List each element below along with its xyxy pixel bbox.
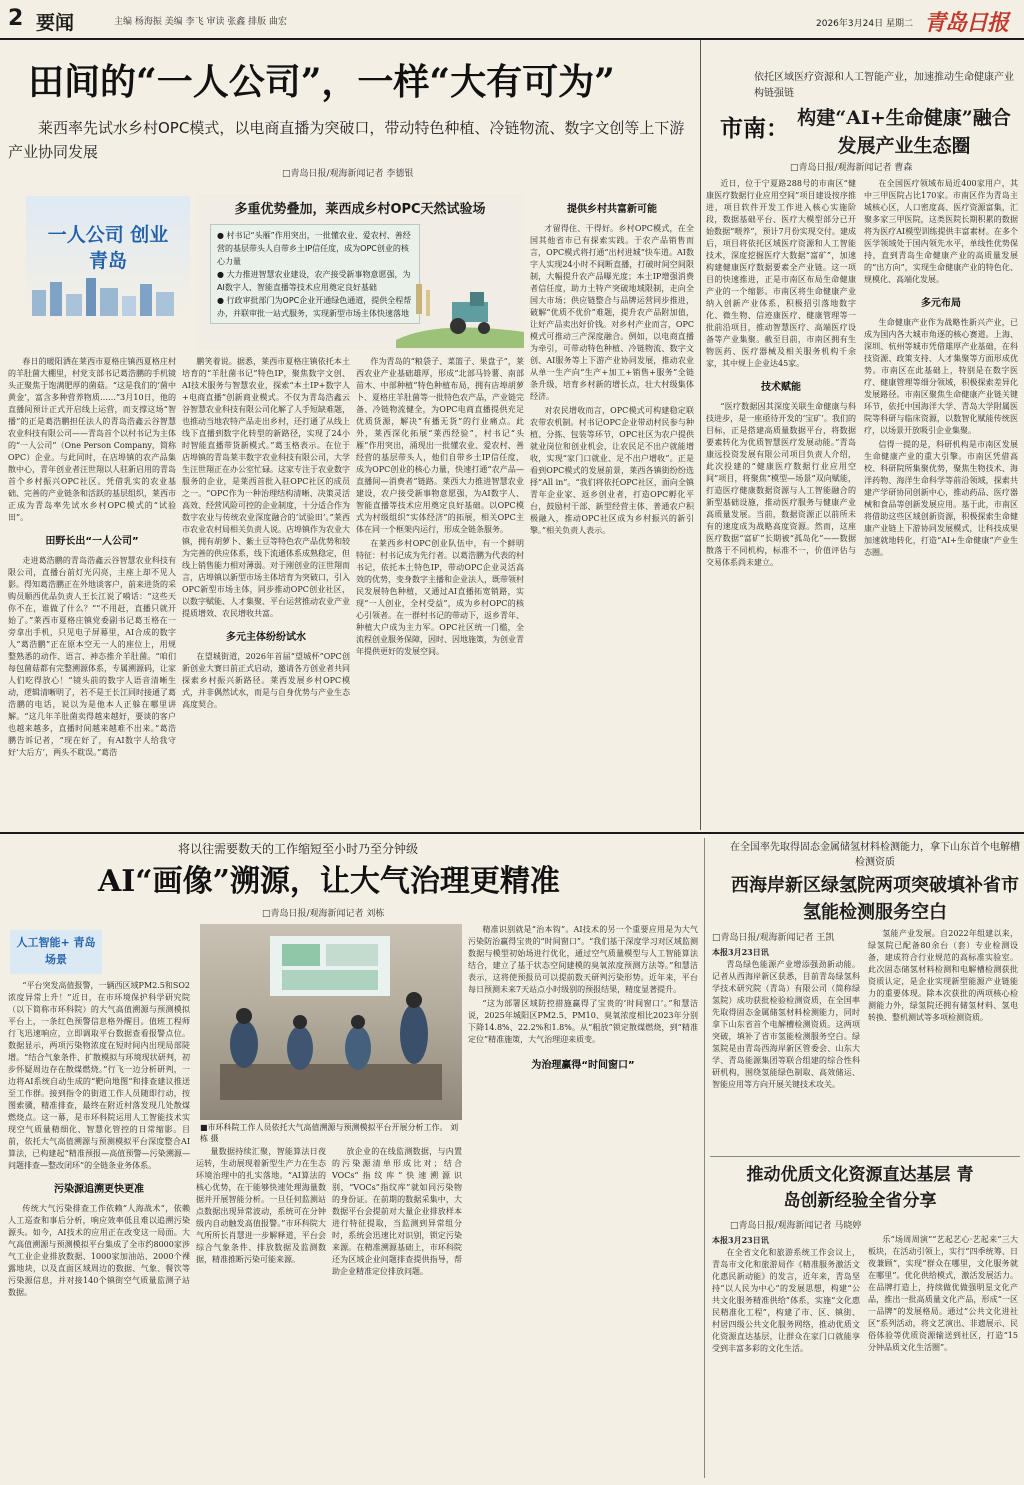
body-paragraph: 传统大气污染排查工作依赖“人海战术”，依赖人工巡查和事后分析，响应效率低且难以追溯污染源头。如今，AI技术的应用正在改变这一局面。大气高值溯源与预测模拟平台集成了全市约8000家涉气工业企业排放数据、1000家加油站、2000个裸露地块，以及直面区域周边的数据、气象、餐饮等污染源信息，并对接140个镇街空气质量监测子站数据。 bbox=[8, 1204, 190, 1297]
body-paragraph: 走进葛浩鹏的青岛浩鑫云谷智慧农业科技有限公司，直播台前灯光闪亮，主座上却不见人影。得知葛浩鹏正在外地谈客户，前来进货的采购员顺西优品负责人王长江说了嗬话：“这些天你不在，谁做了什么？”“不用赶，直播只就开始了。”莱西市夏格庄镇党委副书记葛玉格在一旁拿出手机，只见电子屏幕里，AI合成的数字人“葛浩鹏”正在原本空无一人的座位上，用规整熟悉的动作、语言、神态推介羊肚菌。“咱们每包菌菇都有完整溯源体系，专属溯源码，让家人们吃得放心！”镜头前的数字人语音清晰生动，逻辑清晰明了，若不是王长江同时接通了葛浩鹏的电话，说以为是他本人正躲在哪里讲解。“这几年羊肚菌卖得越来越好，要谈的客户也越来越多，直播时间越来越难不出来。”葛浩鹏告诉记者，“现在好了，有AI数字人给我守好‘大后方’，两头不耽误。”葛浩 bbox=[8, 556, 176, 757]
column-divider bbox=[700, 40, 701, 830]
subhead: 提供乡村共富新可能 bbox=[567, 204, 657, 215]
article1-deck: 莱西率先试水乡村OPC模式，以电商直播为突破口，带动特色种植、冷链物流、数字文创等上下游产业协同发展 bbox=[8, 119, 685, 161]
infobox-item: ● 大力推进智慧农业建设，农产接受新事物意愿强，为AI数字人、智能直播等技术应用奠定良好基础 bbox=[217, 270, 411, 292]
body-paragraph: “这为部署区域防控措施赢得了宝贵的‘时间窗口’。”和慧洁说，2025年城阳区PM2.5、PM10、臭氧浓度相比2023年分别下降14.8%、22.2%和1.8%。从“粗放”锁定散煤燃烧，到“精准定位”精准施策，大气治理迎来质变。 bbox=[468, 999, 698, 1044]
infobox-list bbox=[210, 224, 420, 324]
article4-column-2 bbox=[868, 928, 1018, 1152]
article5-byline: □青岛日报/观海新闻记者 马晓婷 bbox=[730, 1221, 862, 1231]
article1-byline: □青岛日报/观海新闻记者 李德银 bbox=[282, 169, 414, 179]
column-divider bbox=[704, 838, 705, 1478]
body-paragraph: 青岛绿色能源产业增添强劲新动能。记者从西海岸新区获悉，目前青岛绿氢科学技术研究院（青岛）有限公司（简称绿氢院）成功获批检验检测资质，在全国率先取得固态金属储氢材料检测能力，同时拿下山东省首个电解槽检测资质。这两项突破，填补了省市氢能检测服务空白。绿氢院是由青岛西海岸新区管委会、山东大学、青岛能源集团等联合组建的综合性科研机构，围绕氢能绿色制取、高效储运、智能应用等方向开展关键技术攻关。 bbox=[712, 960, 860, 1089]
article3-kicker: 将以往需要数天的工作缩短至小时乃至分钟级 bbox=[178, 842, 419, 856]
subhead: 为治理赢得“时间窗口” bbox=[531, 1060, 635, 1071]
infobox bbox=[196, 194, 524, 350]
body-paragraph: 作为青岛的“粮袋子、菜篮子、果盘子”，莱西农业产业基础雄厚，形成“北部马铃薯、南部苗木、中部种植”特色种植布局，拥有店埠胡萝卜、夏格庄羊肚菌等一批特色农产品，产业链完备、冷链物流健全，为OPC电商直播提供充足优质货源，解决“有播无货”的行业痛点。此外，莱西深化拓展“莱西经验”，村书记“头雁”作用突出，涌现出一批懂农业、爱农村、善经营的基层带头人，他们自带乡土IP信任度，成为OPC创业的核心力量，快速打通“农产品—直播间—消费者”链路。莱西大力推进智慧农业建设，农户接受新事物意愿强，为AI数字人、智能直播等技术应用奠定良好基础。以OPC模式为村级组织“实体经济”的拓展，相关OPC主体在同一个框架内运行，形成全链条服务。 bbox=[356, 357, 524, 534]
article2-title-prefix: 市南： bbox=[720, 115, 789, 142]
article2-byline: □青岛日报/观海新闻记者 曹森 bbox=[790, 163, 913, 173]
article3-column-4 bbox=[468, 924, 698, 1480]
body-paragraph: 在全省文化和旅游系统工作会议上，青岛市文化和旅游局作《精准服务激活文化惠民新动能》的发言，近年来，青岛坚持“以人民为中心”的发展思想，构建“公共文化服务精准供给”体系，实施“文化惠民精准化工程”，构建了市、区、镇街、村居四级公共文化服务网络，推动优质文化资源直达基层，让群众在家门口就能享受到丰富多彩的文化生活。 bbox=[712, 1248, 860, 1353]
article4-kicker: 在全国率先取得固态金属储氢材料检测能力，拿下山东首个电解槽检测资质 bbox=[730, 842, 1020, 868]
infobox-title: 多重优势叠加，莱西成乡村OPC天然试验场 bbox=[234, 202, 486, 217]
brand-graphic bbox=[10, 930, 102, 974]
page-masthead bbox=[0, 0, 1024, 40]
article3-column-3 bbox=[332, 1146, 462, 1480]
city-skyline-icon bbox=[26, 276, 190, 316]
article2-column-2 bbox=[864, 178, 1018, 826]
body-paragraph: 在莱西乡村OPC创业队伍中，有一个鲜明特征：村书记成为先行者。以葛浩鹏为代表的村书记，依托本土特色IP，带动OPC企业灵活高效的优势，变身数字主播和企业法人，既带领村民发展特色种植，又通过AI直播拓宽销路，实现“一人创业，全村受益”，成为乡村OPC的核心引领者。在一群村书记的带动下，返乡青年、种植大户成为主力军。OPC社区统一门槛，全流程创业服务保障，因时、因地施策，为创业青年提供更好的发展空间。 bbox=[356, 539, 524, 656]
section-name: 要闻 bbox=[36, 12, 75, 34]
article5-column-2 bbox=[868, 1234, 1018, 1480]
infobox-item: ● 村书记“头雁”作用突出，一批懂农业、爱农村、善经营的基层带头人自带乡土IP信任度，成为OPC创业的核心力量 bbox=[217, 231, 411, 266]
body-paragraph: 信得一提的是，科研机构是市南区发展生命健康产业的重大引擎。市南区凭借高校、科研院所集聚优势，聚焦生物技术、海洋药物、海洋生命科学等前沿领域，探索共建产学研协同创新中心，推动药品、医疗器械和食品等创新发展应用。基于此，市南区将借助这些区域创新资源，积极探索生命健康产业链上下游协同发展模式，让科技成果加速就地转化，打造“AI+生命健康”产业生态圈。 bbox=[864, 440, 1018, 557]
body-paragraph: 对农民增收而言，OPC模式可构建稳定联农带农机制。村书记OPC企业带动村民参与种植、分拣、包装等环节，OPC社区为农户提供就业岗位和创业机会，让农民足不出户就能增收，实现“家门口就业、足不出户增收”。正是看到OPC模式的发展前景，莱西各镇街纷纷选择“All in”。“我们将依托OPC社区，面向全镇青年企业家、返乡创业者，打造OPC孵化平台，鼓励村干部、新型经营主体、普通农户积极融入，推动OPC社区成为乡村振兴的新引擎。”相关负责人表示。 bbox=[530, 406, 694, 535]
article3-column-2 bbox=[196, 1146, 326, 1480]
article4-title: 西海岸新区绿氢院两项突破填补省市氢能检测服务空白 bbox=[731, 875, 1019, 923]
body-paragraph: 才留得住、干得好。乡村OPC模式，在全国其他省市已有探索实践。于农产品销售而言，OPC模式将打通“出村进城”快车道。AI数字人实现24小时不间断直播，打破时间空间限制，大幅提升农产品曝光度；本土IP增强消费者信任度，助力土特产突破地域限制，走向全国大市场；供应链整合与品牌运营同步推进，破解“优质不优价”难题，提升农产品附加值，让好产品卖出好价钱。对乡村产业而言，OPC模式可推动三产深度融合。例如，以电商直播为牵引，可带动特色种植、冷链物流、数字文创、AI服务等上下游产业协同发展，推动农业从单一生产向“生产+加工+销售+服务”全链条升级，培育乡村新的增长点，壮大村级集体经济。 bbox=[530, 224, 694, 401]
body-paragraph: 放企业的在线监测数据，与内置的污染源清单形成比对；结合VOCs“指纹库”快速溯源识别，“VOCs”指纹库”就如同污染物的身份证。在前期的数据采集中，大数据平台会提前对大量企业排放样本进行特征提取，当监测到异常组分时，系统会迅速比对识别，锁定污染来源。在精准溯源基础上，市环科院还为区域企业问题排查提供指导，帮助企业精准定位排放问题。 bbox=[332, 1147, 462, 1276]
article3-title: AI“画像”溯源，让大气治理更精准 bbox=[98, 864, 560, 899]
article2-title: 构建“AI+生命健康”融合发展产业生态圈 bbox=[797, 107, 1011, 157]
editorial-staff: 主编 杨海振 美编 李飞 审读 张鑫 排版 曲宏 bbox=[114, 17, 288, 27]
article1-column-4 bbox=[530, 186, 694, 824]
body-paragraph: “医疗数据因其深度关联生命健康与科技进步，是一座亟待开发的‘宝矿’。我们的目标，正是搭建高质量数据平台，将数据要素转化为优质智慧医疗发展动能。”青岛康远投资发展有限公司项目负责人介绍，此次投建的“健康医疗数据行业应用空间”项目，将聚焦“模型—场景”双向赋能，打造医疗健康数据资源与人工智能融合的新型基础设施，推动医疗服务与健康产业高质量发展。当前，数据资源正以前所未有的速度成为战略高度资源。然而，这座医疗数据“富矿”长期被“孤岛化”——数据散落于不同机构，标准不一，价值评估与交易体系尚未建立。 bbox=[706, 402, 856, 567]
article1-column-1 bbox=[8, 356, 176, 824]
article1-title: 田间的“一人公司”，一样“大有可为” bbox=[28, 61, 615, 103]
brand-tag: 一人公司 创业青岛 bbox=[47, 224, 169, 272]
brand-graphic bbox=[26, 196, 190, 318]
article2-column-1 bbox=[706, 178, 856, 826]
article4-column-1 bbox=[712, 946, 860, 1152]
subhead: 技术赋能 bbox=[761, 382, 801, 393]
page-number: 2 bbox=[8, 6, 24, 31]
photo-caption: ■市环科院工作人员依托大气高值溯源与预测模拟平台开展分析工作。 刘栋 摄 bbox=[200, 1123, 459, 1143]
subhead: 田野长出“一人公司” bbox=[45, 536, 139, 547]
body-paragraph: 春日的暖阳洒在莱西市夏格庄镇西夏格庄村的羊肚菌大棚里，村党支部书记葛浩鹏的手机镜头正聚焦于饱满肥厚的菌菇。“这是我们的‘菌中黄金’，富含多种营养物质……”3月10日，他的直播间预计正式开启线上运营，而支撑这场“智播”的正是葛浩鹏担任法人的青岛浩鑫云谷智慧农业科技有限公司——青岛首个以村书记为主体的“一人公司”（One Person Company，简称OPC）企业。与此同时，在店埠镇的农产品集散中心，青年创业者汪世翔以人驻新启用的青岛首个乡村振兴OPC社区。凭借乳实的农业基础、完善的产业链条和活跃的基层组织，莱西市正成为青岛率先试水乡村OPC模式的“试验田”。 bbox=[8, 357, 176, 522]
newspaper-logo: 青岛日报 bbox=[924, 10, 1009, 36]
article1-column-3 bbox=[356, 356, 524, 824]
dateline: 本报3月23日讯 bbox=[712, 1235, 769, 1245]
article1-column-2 bbox=[182, 356, 350, 824]
body-paragraph: 量数据持续汇聚，智能算法日夜运转，生动展现着新型生产力在生态环境治理中的扎实落地。“AI算法的核心优势，在于能够快速处理海量数据并开展智能分析。一旦任何监测站点数据出现异常波动，系统可在分钟级内自动触发高值报警。”市环科院大气所所长肖慧进一步解释道，平台会综合气象条件、排放数据及监测数据，精准推断污染可能来源。 bbox=[196, 1147, 326, 1264]
issue-date: 2026年3月24日 星期二 bbox=[816, 19, 913, 29]
subhead: 污染源追溯更快更准 bbox=[54, 1184, 144, 1195]
body-paragraph: 在望城街道，2026年首届“望城杯”OPC创新创业大赛日前正式启动，邀请各方创业者共同探索乡村振兴新路径。莱西发展乡村OPC模式，并非偶然试水，而是与自身优势与产业生态高度契合。 bbox=[182, 652, 350, 709]
body-paragraph: 近日，位于宁夏路288号的市南区“健康医疗数据行业应用空间”项目建设按序推进，项目软件开发工作进入核心实施阶段，数据基础平台、医疗大模型部分已开始数据“喂养”，预计7月份实现交付。建成后，项目将依托区域医疗资源和人工智能技术，深度挖掘医疗大数据“富矿”，加速构建健康医疗数据要素全产业链。这一项目的快速推进，正是市南区布局生命健康产业的一个缩影。市南区将生命健康产业纳入创新产业体系，积极招引落地数字化、微生物、信迹康医疗、健康管理等一批前沿项目，推动智慧医疗、高端医疗设备等产业集聚。截至目前，市南区拥有生物医药、医疗器械及相关服务机构千余家，其中规上企业达45家。 bbox=[706, 179, 856, 368]
subhead: 多元布局 bbox=[921, 298, 961, 309]
dateline: 本报3月23日讯 bbox=[712, 947, 769, 957]
article3-byline: □青岛日报/观海新闻记者 刘栋 bbox=[262, 909, 385, 919]
infobox-item: ● 行政审批部门为OPC企业开通绿色通道，提供全程帮办，并联审批一站式服务，实现新型市场主体快速落地 bbox=[217, 296, 412, 318]
body-paragraph: 鹏笑着说。据悉，莱西市夏格庄镇依托本土培育的“羊肚菌书记”特色IP，聚焦数字文创、AI技术服务与智慧农业，探索“本土IP+数字人+电商直播”创新商业模式。不仅为青岛浩鑫云谷智慧农业科技有限公司化解了人手短缺难题，也推动当地农特产品走出乡村，还打通了从线上线下直播到数字化转型的新路径，实现了24小时智能直播带货新模式。”葛玉格表示。在位于店埠镇的青岛莱丰数字农业科技有限公司，大学生汪世翔正在办公室忙碌。这家专注于农业数字服务的企业，是莱西首批入驻OPC社区的成员之一。“OPC作为一种治理结构清晰、决策灵活高效、经营风险可控的企业制度，十分适合作为数字农业与传统农业深度融合的‘试验田’。”莱西市农业农村局相关负责人说。店埠镇作为农业大镇，拥有胡萝卜、紫土豆等特色农产品优势和较为完善的供应体系，线下流通体系成熟稳定，但线上销售能力相对薄弱。对于刚创业的汪世翔而言，店埠镇以新型市场主体培育为突破口，引入OPC新型市场主体，同步推动OPC创业社区，以数字赋能、人才集聚、平台运营推动农业产业提质增效、农民增收共富。 bbox=[182, 357, 350, 618]
office-photo-icon bbox=[200, 924, 462, 1120]
article5-title: 推动优质文化资源直达基层 青岛创新经验全省分享 bbox=[746, 1165, 974, 1211]
body-paragraph: 在全国医疗领域布局近400家用户，其中三甲医院占比170家。市南区作为青岛主城核心区，人口密度高、医疗资源富集，汇聚多家三甲医院，这类医院长期积累的数据将为医疗AI模型训练提供丰富素材。在多个医学领域处于国内领先水平，单线性优势保持，直到青岛生命健康产业的高质量发展的“出方向”，实现生命健康产业的特色化、规模化、高端化发展。 bbox=[864, 179, 1018, 284]
article-divider bbox=[710, 1156, 1020, 1157]
article2-kicker: 依托区域医疗资源和人工智能产业，加速推动生命健康产业构链强链 bbox=[754, 72, 1014, 99]
brand-tag: 人工智能+ 青岛场景 bbox=[16, 936, 96, 966]
section-rule bbox=[0, 832, 1024, 834]
tractor-illustration-icon bbox=[396, 280, 524, 348]
body-paragraph: 精准识别就是“治本钩”。AI技术的另一个重要应用是为大气污染防治赢得宝贵的“时间窗口”。“我们基于深度学习对区域监测数据与模型初始场进行优化，通过空气质量模型与人工智能算法结合，建立了基于状态空间建模的臭氧浓度预测方法等。”和慧洁表示，这将使预报员可以提前数天研判污染形势。近年来，平台每日预测未来7天站点小时级别的预报结果，精度显著提升。 bbox=[468, 925, 698, 994]
article3-column-1 bbox=[8, 980, 190, 1480]
news-photo bbox=[200, 924, 462, 1120]
body-paragraph: “平台突发高值报警，一辆西区域PM2.5和SO2浓度异常上升！”近日，在市环境保护科学研究院（以下简称市环科院）的大气高值溯源与预测模拟平台上，一条红色预警信息格外醒目。值班工程师行飞迅速响应，立即调取平台数据查看报警点位。数据显示，两项污染物浓度在短时间内出现局部陡增。“结合气象条件、扩散模拟与环境现状研判，初步怀疑周边存在散煤燃烧。”行飞一边分析研判，一边将AI系统自动生成的“靶向地图”和排查建议推送至工作群。接到指令的街道工作人员随即行动，按图索骥，精准排查，最终在附近村落发现几处散煤燃烧点。这一幕，是市环科院运用人工智能技术实现空气质量精细化、智慧化管控的日常缩影。目前，依托大气高值溯源与预测模拟平台深度整合AI算法，已构建起“精准预报—高值预警—污染溯源—问题排查—整改闭环”的全链条业务体系。 bbox=[8, 981, 190, 1170]
article5-column-1 bbox=[712, 1234, 860, 1480]
article4-byline: □青岛日报/观海新闻记者 王凯 bbox=[712, 933, 835, 943]
body-paragraph: 乐“场周周演”“艺起艺心·艺起来”三大板块，在活动引领上，实行“四季统筹、日夜兼顾”，实现“群众在哪里，文化服务就在哪里”。优化供给模式，激活发展活力。在品牌打造上，持续做优做强明星文化产品，推出一批高质量文化产品，形成“一区一品牌”的发展格局。通过“公共文化进社区”系列活动，将文艺演出、非遗展示、民俗体验等优质资源输送到社区，打造“15分钟品质文化生活圈”。 bbox=[868, 1235, 1018, 1352]
body-paragraph: 生命健康产业作为战略性新兴产业，已成为国内各大城市角逐的核心赛道。上海、深圳、杭州等城市凭借雄厚产业基础，在科技资源、政策支持、人才集聚等方面形成优势。市南区在此基础上，特别是在数字医疗、健康管理等细分领域，积极探索差异化发展路径。市南区聚焦生命健康产业链关键环节，依托中国海洋大学、青岛大学附属医院等科研与临床资源，以数智化赋能传统医疗，以场景开放吸引企业集聚。 bbox=[864, 318, 1018, 435]
body-paragraph: 氢能产业发展。自2022年组建以来，绿氢院已配备80余台（套）专业检测设备，建成符合行业规范的高标准实验室。此次固态储氢材料检测和电解槽检测获批资质认定，是企业实现新型能源产业链能力的重要体现。除本次获批的两项核心检测能力外，绿氢院还拥有储氢材料、氢电转换、整机测试等多项检测资质。 bbox=[868, 929, 1018, 1022]
subhead: 多元主体纷纷试水 bbox=[226, 632, 306, 643]
